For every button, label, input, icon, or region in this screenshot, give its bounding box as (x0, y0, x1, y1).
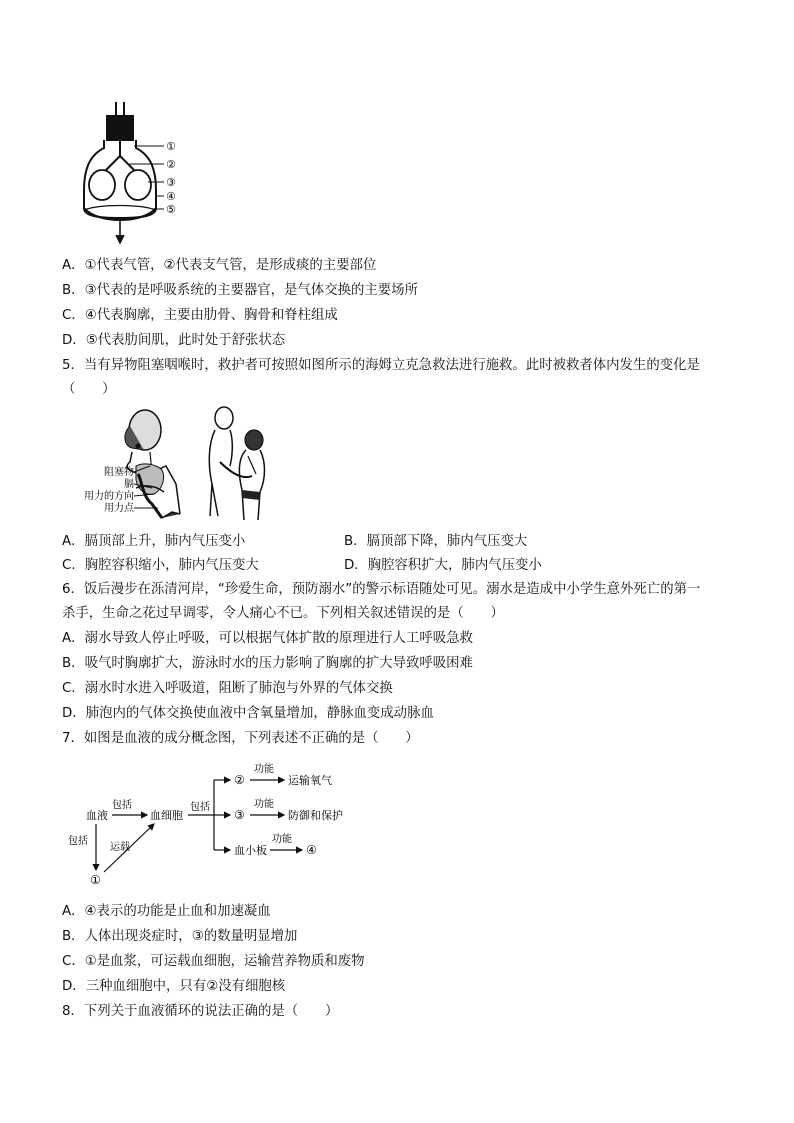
q4-option-c: C．④代表胸廓，主要由肋骨、胸骨和脊柱组成 (62, 308, 338, 323)
node-3: ③ (234, 808, 245, 822)
heimlich-figure (84, 404, 277, 526)
label-2: ② (166, 158, 176, 171)
q7-option-b: B．人体出现炎症时，③的数量明显增加 (62, 929, 298, 944)
label-force-direction: 用力的方向 (84, 491, 134, 502)
q5-option-b: B．膈顶部下降，肺内气压变大 (344, 534, 528, 549)
q8-stem: 8．下列关于血液循环的说法正确的是（ ） (62, 1004, 339, 1019)
q6-option-a: A．溺水导致人停止呼吸，可以根据气体扩散的原理进行人工呼吸急救 (62, 631, 473, 646)
label-function-2: 功能 (254, 764, 274, 775)
label-include-vertical: 包括 (68, 836, 88, 847)
q6-stem-line1: 6．饭后漫步在泺清河岸，“珍爱生命，预防溺水”的警示标语随处可见。溺水是造成中小学生意外死亡的第一 (62, 582, 701, 597)
q6-option-d: D．肺泡内的气体交换使血液中含氧量增加，静脉血变成动脉血 (62, 706, 434, 721)
q4-option-a: A．①代表气管，②代表支气管，是形成痰的主要部位 (62, 258, 377, 273)
node-1: ① (90, 873, 101, 887)
node-defense: 防御和保护 (288, 809, 343, 822)
q6-option-c: C．溺水时水进入呼吸道，阻断了肺泡与外界的气体交换 (62, 681, 393, 696)
node-4: ④ (306, 843, 317, 857)
q6-stem-line2: 杀手，生命之花过早调零，令人痛心不已。下列相关叙述错误的是（ ） (62, 606, 504, 621)
q4-option-b: B．③代表的是呼吸系统的主要器官，是气体交换的主要场所 (62, 283, 418, 298)
bell-jar-lung-model-figure (78, 100, 188, 250)
q5-stem-line2: （ ） (62, 382, 116, 397)
node-2: ② (234, 773, 245, 787)
label-obstruction: 阻塞物 (104, 467, 134, 478)
q4-option-d: D．⑤代表肋间肌，此时处于舒张状态 (62, 333, 286, 348)
label-function-4: 功能 (272, 834, 292, 845)
q5-option-d: D．胸腔容积扩大，肺内气压变小 (344, 558, 542, 573)
q6-option-b: B．吸气时胸廓扩大，游泳时水的压力影响了胸廓的扩大导致呼吸困难 (62, 656, 473, 671)
q7-option-a: A．④表示的功能是止血和加速凝血 (62, 904, 271, 919)
label-include-1: 包括 (112, 800, 132, 811)
label-1: ① (166, 140, 176, 153)
q7-stem: 7．如图是血液的成分概念图，下列表述不正确的是（ ） (62, 731, 419, 746)
q5-option-a: A．膈顶部上升，肺内气压变小 (62, 534, 246, 549)
label-function-3: 功能 (254, 799, 274, 810)
label-4: ④ (166, 190, 176, 203)
node-transport-oxygen: 运输氧气 (288, 774, 332, 787)
label-5: ⑤ (166, 203, 176, 216)
label-3: ③ (166, 176, 176, 189)
label-include-2: 包括 (190, 802, 210, 813)
q5-option-c: C．胸腔容积缩小，肺内气压变大 (62, 558, 259, 573)
label-carry: 运载 (110, 842, 130, 853)
q7-option-d: D．三种血细胞中，只有②没有细胞核 (62, 979, 286, 994)
node-blood-cells: 血细胞 (150, 809, 183, 822)
label-diaphragm: 膈 (124, 479, 134, 490)
label-force-point: 用力点 (104, 503, 134, 514)
q5-stem-line1: 5．当有异物阻塞咽喉时，救护者可按照如图所示的海姆立克急救法进行施救。此时被救者体内发生的变化是 (62, 358, 700, 373)
blood-concept-diagram (62, 758, 362, 894)
q7-option-c: C．①是血浆，可运载血细胞，运输营养物质和废物 (62, 954, 365, 969)
node-blood: 血液 (86, 809, 108, 822)
node-platelet: 血小板 (234, 844, 267, 857)
